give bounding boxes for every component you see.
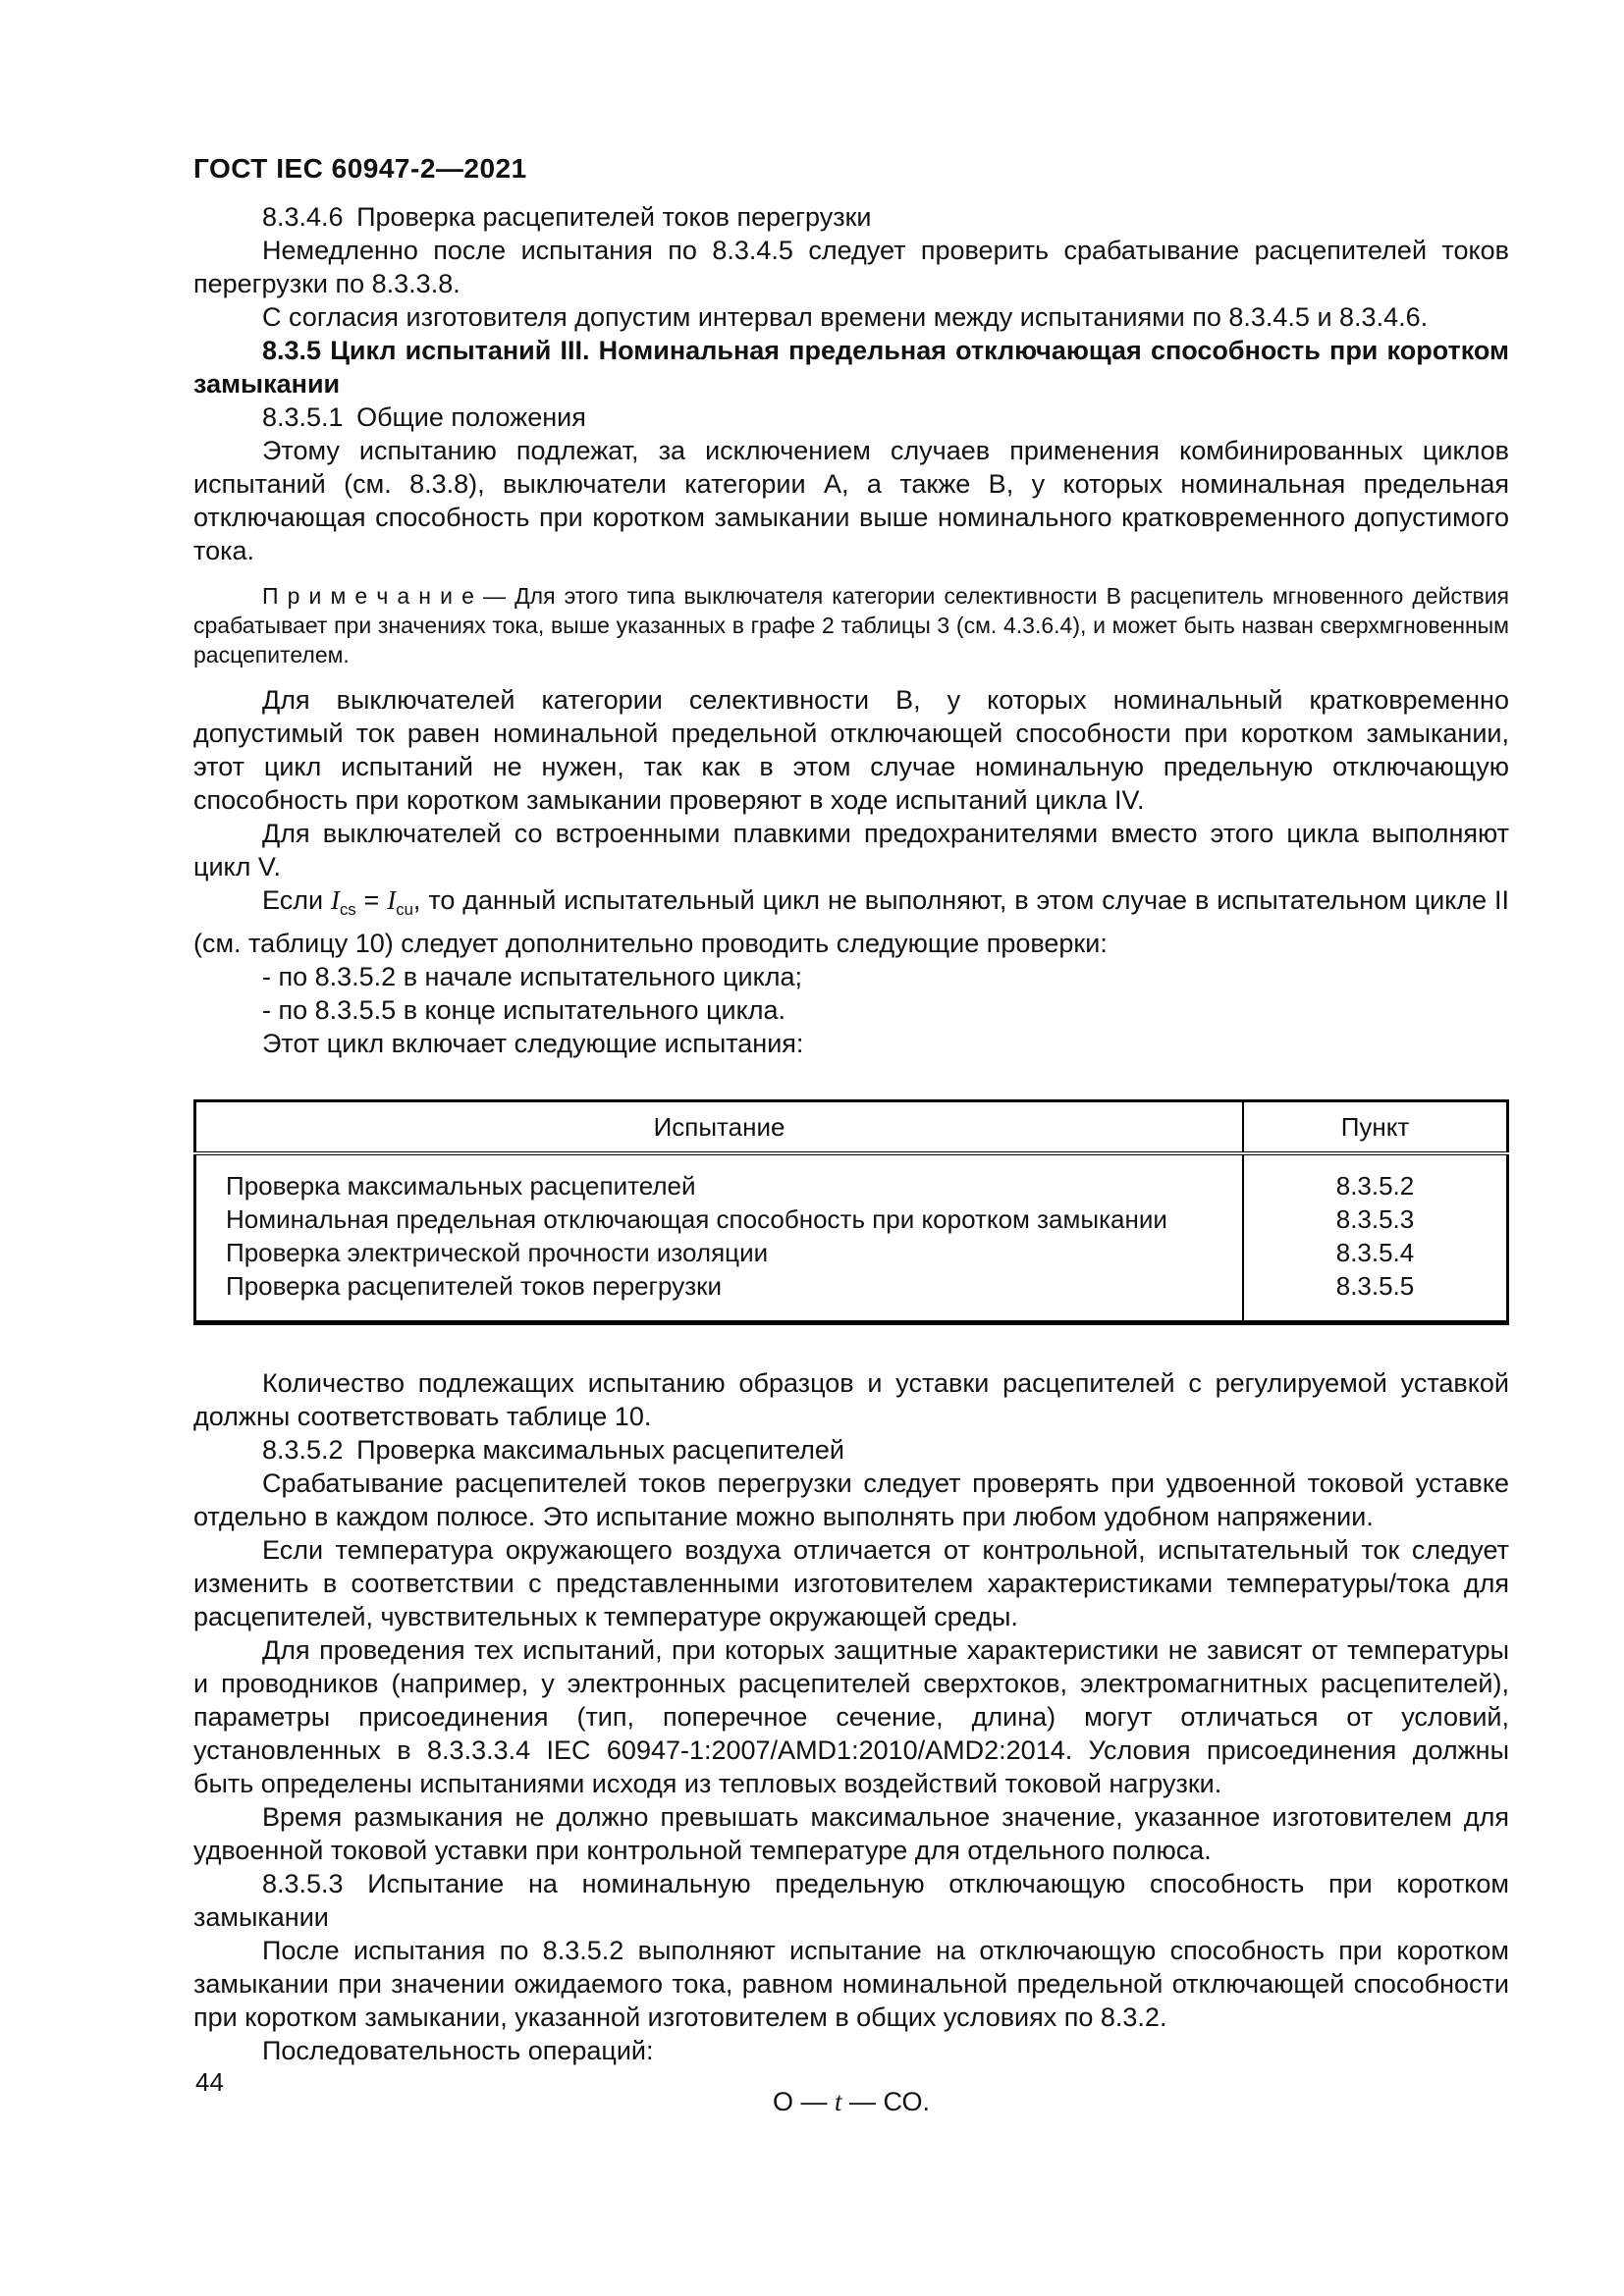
text-run: О — bbox=[773, 2086, 836, 2116]
table-cell: 8.3.5.2 bbox=[1243, 1153, 1508, 1202]
list-item: - по 8.3.5.2 в начале испытательного цикла; bbox=[262, 961, 802, 991]
page-number: 44 bbox=[195, 2067, 224, 2097]
table-cell: Проверка расцепителей токов перегрузки bbox=[226, 1270, 723, 1301]
text-run: = bbox=[355, 885, 388, 915]
paragraph: Этот цикл включает следующие испытания: bbox=[262, 1028, 804, 1058]
table-cell: Проверка максимальных расцепителей bbox=[226, 1170, 696, 1201]
paragraph: Этому испытанию подлежат, за исключением случаев применения комбинированных циклов испытаний (см. 8.3.8), выключатели категории A, а также B, у которых номинальная предельная отключающая способность при коротком замыкании выше номинального кратковременного допустимого тока. bbox=[193, 436, 1509, 565]
paragraph: Для проведения тех испытаний, при которых защитные характеристики не зависят от температуры и проводников (например, у электронных расцепителей сверхтоков, электромагнитных расцепителей), параметры присоединения (тип, поперечное сечение, длина) могут отличаться от условий, установленных в 8.3.3.3.4 IEC 60947-1:2007/AMD1:2010/AMD2:2014. Условия присоединения должны быть определены испытаниями исходя из тепловых воздействий токовой нагрузки. bbox=[193, 1634, 1509, 1798]
clause-heading-8351: 8.3.5.1 Общие положения bbox=[262, 402, 586, 432]
table-cell: Проверка электрической прочности изоляции bbox=[226, 1237, 769, 1267]
paragraph: После испытания по 8.3.5.2 выполняют испытание на отключающую способность при коротком замыкании при значении ожидаемого тока, равном номинальной предельной отключающей способности при коротком замыкании, указанной изготовителем в общих условиях по 8.3.2. bbox=[193, 1935, 1509, 2032]
table-cell: 8.3.5.3 bbox=[1243, 1202, 1508, 1236]
table-row bbox=[195, 1269, 1508, 1323]
text-run: , то данный испытательный цикл не выполняют, в этом случае в испытательном цикле II (см. таблицу 10) следует дополнительно проводить следующие проверки: bbox=[193, 885, 1509, 958]
clause-heading-8346: 8.3.4.6 Проверка расцепителей токов перегрузки bbox=[262, 202, 872, 232]
table-header-cell: Пункт bbox=[1243, 1100, 1508, 1153]
table-cell: 8.3.5.4 bbox=[1243, 1236, 1508, 1269]
variable: I bbox=[387, 885, 397, 915]
paragraph: Количество подлежащих испытанию образцов и уставки расцепителей с регулируемой уставкой должны соответствовать таблице 10. bbox=[193, 1367, 1509, 1431]
paragraph: Если температура окружающего воздуха отличается от контрольной, испытательный ток следует изменить в соответствии с представленными изготовителем характеристиками температуры/тока для расцепителей, чувствительных к температуре окружающей среды. bbox=[193, 1534, 1509, 1631]
list-item: - по 8.3.5.5 в конце испытательного цикла. bbox=[262, 994, 785, 1025]
table-row bbox=[195, 1236, 1508, 1269]
paragraph: Последовательность операций: bbox=[262, 2035, 654, 2065]
document-title: ГОСТ IEC 60947-2—2021 bbox=[193, 153, 527, 184]
text-run: Если bbox=[262, 885, 331, 915]
variable: t bbox=[835, 2086, 842, 2116]
table-cell: 8.3.5.5 bbox=[1243, 1269, 1508, 1323]
table-row bbox=[195, 1202, 1508, 1236]
table-header-cell: Испытание bbox=[195, 1100, 1244, 1153]
paragraph: С согласия изготовителя допустим интервал времени между испытаниями по 8.3.4.5 и 8.3.4.6. bbox=[262, 302, 1429, 332]
table-header-row bbox=[195, 1100, 1508, 1153]
page-content bbox=[193, 200, 1509, 2118]
paragraph: Для выключателей категории селективности B, у которых номинальный кратковременно допустимый ток равен номинальной предельной отключающей способности при коротком замыкании, этот цикл испытаний не нужен, так как в этом случае номинальную предельную отключающую способность при коротком замыкании проверяют в ходе испытаний цикла IV. bbox=[193, 685, 1509, 815]
clause-heading-8353: 8.3.5.3 Испытание на номинальную предельную отключающую способность при коротком замыкании bbox=[193, 1868, 1509, 1932]
text-run: — СО. bbox=[841, 2086, 930, 2116]
paragraph bbox=[193, 883, 1509, 960]
paragraph: Немедленно после испытания по 8.3.4.5 следует проверить срабатывание расцепителей токов перегрузки по 8.3.3.8. bbox=[193, 236, 1509, 298]
variable: I bbox=[330, 885, 340, 915]
note: П р и м е ч а н и е — Для этого типа выключателя категории селективности B расцепитель мгновенного действия срабатывает при значениях тока, выше указанных в графе 2 таблицы 3 (см. 4.3.6.4), и может быть назван сверхмгновенным расцепителем. bbox=[193, 583, 1509, 667]
paragraph: Срабатывание расцепителей токов перегрузки следует проверять при удвоенной токовой уставке отдельно в каждом полюсе. Это испытание можно выполнять при любом удобном напряжении. bbox=[193, 1468, 1509, 1531]
paragraph: Время размыкания не должно превышать максимальное значение, указанное изготовителем для удвоенной токовой уставки при контрольной температуре для отдельного полюса. bbox=[193, 1801, 1509, 1865]
paragraph: Для выключателей со встроенными плавкими предохранителями вместо этого цикла выполняют цикл V. bbox=[193, 819, 1509, 881]
clause-heading-835: 8.3.5 Цикл испытаний III. Номинальная предельная отключающая способность при коротком замыкании bbox=[193, 336, 1509, 399]
operation-sequence-formula bbox=[193, 2085, 1509, 2118]
table-row bbox=[195, 1153, 1508, 1202]
table-cell: Номинальная предельная отключающая способность при коротком замыкании bbox=[226, 1203, 1167, 1234]
tests-table bbox=[193, 1099, 1509, 1325]
subscript: cs bbox=[339, 899, 356, 919]
clause-heading-8352: 8.3.5.2 Проверка максимальных расцепителей bbox=[262, 1434, 844, 1465]
subscript: cu bbox=[396, 899, 413, 919]
